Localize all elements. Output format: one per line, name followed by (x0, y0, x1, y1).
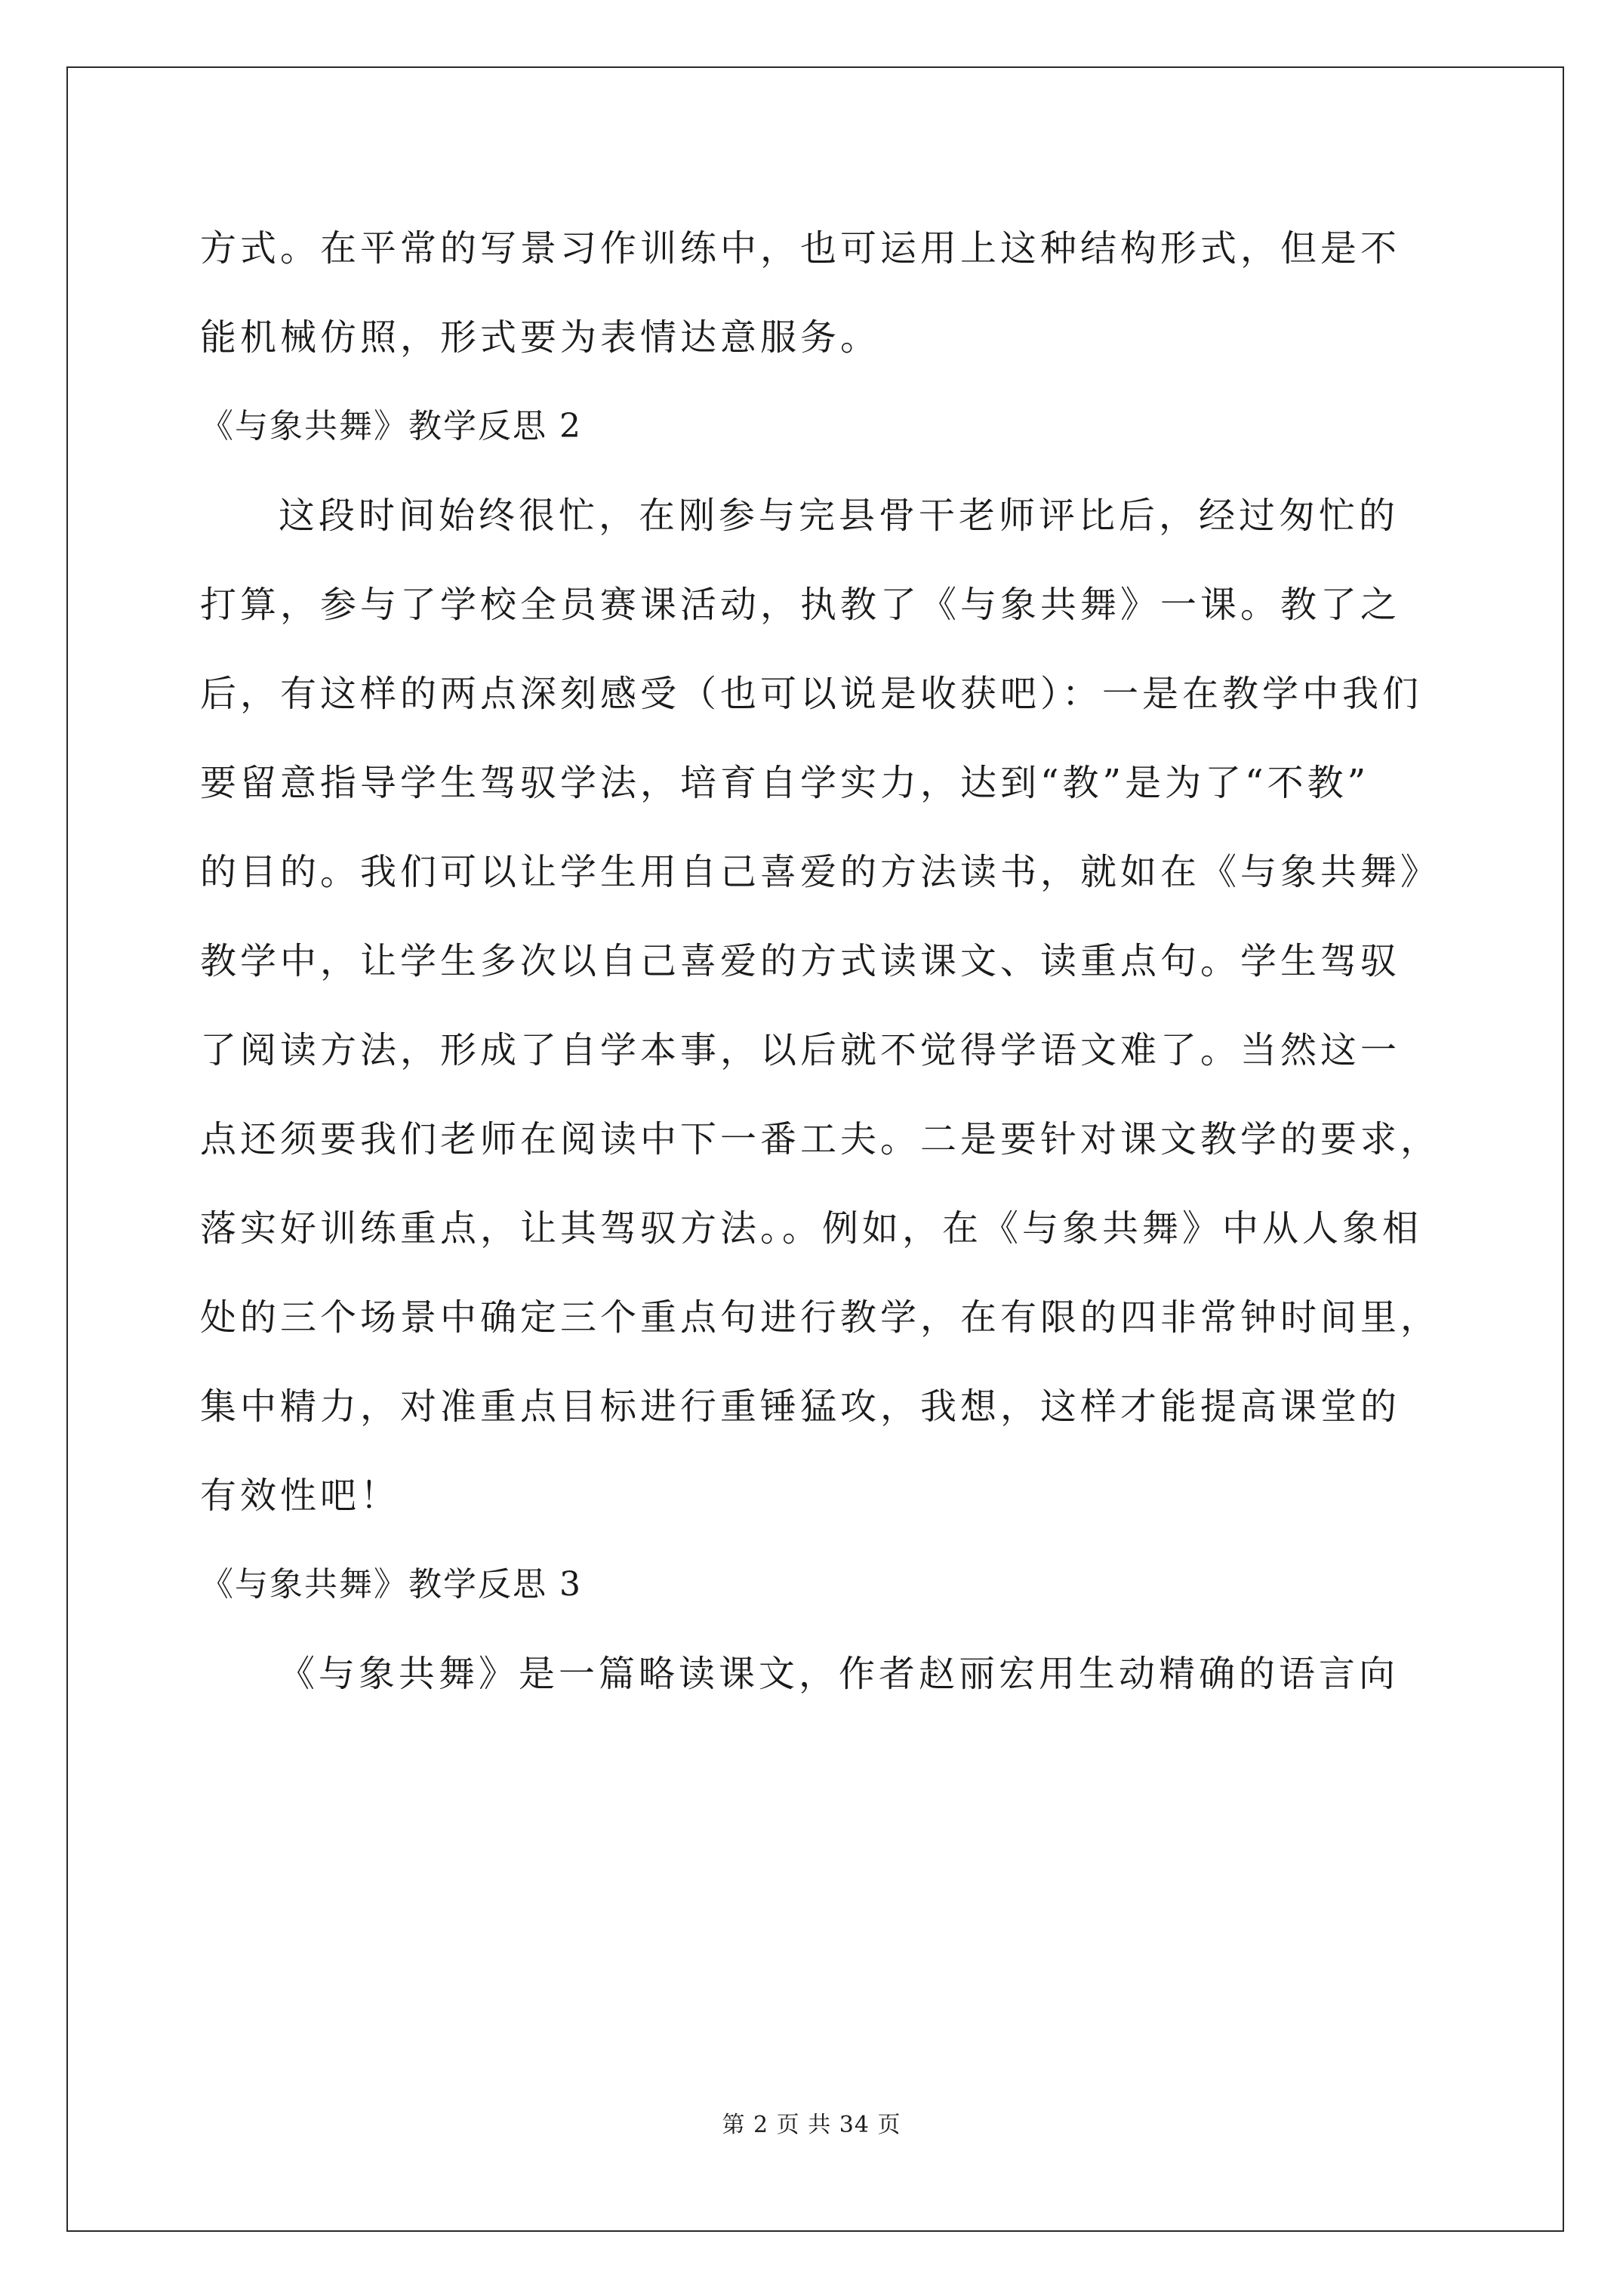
paragraph-line: 这段时间始终很忙，在刚参与完县骨干老师评比后，经过匆忙的 (279, 495, 1400, 537)
paragraph-line: 处的三个场景中确定三个重点句进行教学，在有限的四非常钟时间里， (200, 1296, 1441, 1339)
paragraph-line: 点还须要我们老师在阅读中下一番工夫。二是要针对课文教学的要求， (200, 1118, 1441, 1160)
page-number-footer: 第 2 页 共 34 页 (722, 2112, 901, 2138)
paragraph-line: 能机械仿照，形式要为表情达意服务。 (200, 316, 881, 359)
section-heading: 《与象共舞》教学反思 3 (200, 1565, 582, 1604)
paragraph-line: 教学中，让学生多次以自己喜爱的方式读课文、读重点句。学生驾驭 (200, 940, 1401, 982)
paragraph-line: 《与象共舞》是一篇略读课文，作者赵丽宏用生动精确的语言向 (279, 1653, 1400, 1695)
document-body (200, 204, 1441, 1718)
paragraph-line: 落实好训练重点，让其驾驭方法。。例如，在《与象共舞》中从人象相 (200, 1207, 1423, 1250)
paragraph-line: 方式。在平常的写景习作训练中，也可运用上这种结构形式，但是不 (200, 227, 1401, 270)
paragraph-line: 集中精力，对准重点目标进行重锤猛攻，我想，这样才能提高课堂的 (200, 1385, 1401, 1428)
paragraph-line: 后，有这样的两点深刻感受（也可以说是收获吧）：一是在教学中我们 (200, 673, 1423, 715)
paragraph-line: 打算，参与了学校全员赛课活动，执教了《与象共舞》一课。教了之 (200, 584, 1401, 626)
paragraph-line: 了阅读方法，形成了自学本事，以后就不觉得学语文难了。当然这一 (200, 1029, 1401, 1071)
section-heading: 《与象共舞》教学反思 2 (200, 407, 582, 445)
paragraph-line: 要留意指导学生驾驭学法，培育自学实力，达到“教”是为了“不教” (200, 762, 1370, 804)
paragraph-line: 的目的。我们可以让学生用自己喜爱的方法读书，就如在《与象共舞》 (200, 851, 1441, 893)
paragraph-line: 有效性吧！ (200, 1475, 401, 1517)
